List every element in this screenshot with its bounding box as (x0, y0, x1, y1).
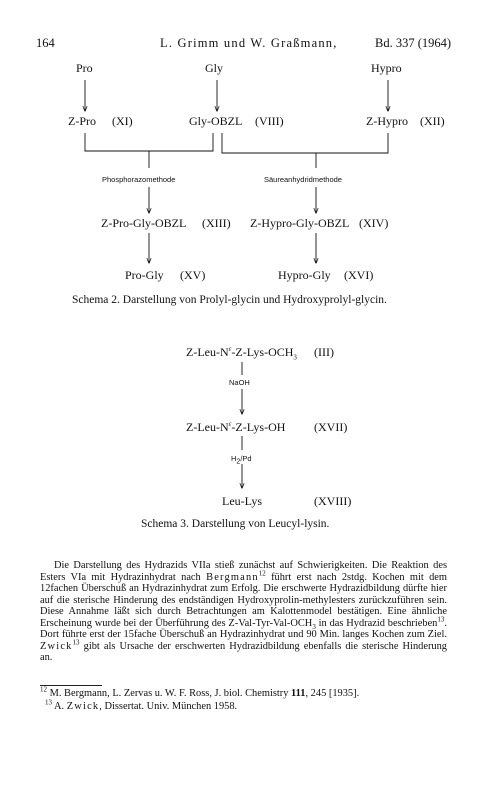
footnotes (40, 685, 447, 714)
footnote-ref-13b[interactable]: 13 (72, 638, 80, 647)
footnote-divider (40, 685, 102, 686)
volume-info: Bd. 337 (1964) (375, 36, 452, 50)
s3-compound-xvii: $Z-Leu-N^\varepsilon-Z-Lys-OH$ (186, 420, 286, 434)
s2-zhyprogly-num: (XIV) (359, 216, 389, 230)
s2-zprogly: Z-Pro-Gly-OBZL (101, 216, 187, 230)
body-paragraph: Die Darstellung des Hydrazids VIIa stieß zunächst auf Schwierigkeiten. Die Reaktion des Esters VIa mit Hydrazinhydrat nach Bergmann$^{12}$ führt erst nach 2stdg. Kochen mit dem 12fachen Überschuß an Hydrazinhydrat zum Erfolg. Die erschwerte Hydrazidbildung dürfte hier auf die sterische Hinderung des endständigen Hydroxyprolin-methylesters zurückzuführen sein. Diese Annahme läßt sich durch Betrachtungen am Kalottenmodel bestätigen. Eine ähnliche Erscheinung wurde bei der Überführung des $Z-Val-Tyr-Val-OCH_3$ in das Hydrazid beschrieben$^{13}$. Dort führte erst der 15fache Überschuß an Hydrazinhydrat und 90 Min. langes Kochen zum Ziel. Zwick$^{13}$ gibt als Ursache der erschwerten Hydrazidbildung ebenfalls die sterische Hinderung an. (40, 560, 447, 663)
s2-zpro: Z-Pro (68, 114, 96, 128)
s2-gly: Gly (205, 61, 223, 75)
s3-compound-iii-num: (III) (314, 345, 334, 359)
s3-compound-xviii: Leu-Lys (222, 494, 262, 508)
s2-zprogly-num: (XIII) (202, 216, 231, 230)
bracket-left (85, 133, 213, 151)
s3-compound-iii: $Z-Leu-N^\varepsilon-Z-Lys-OCH_3$ (186, 345, 297, 362)
s2-progly-num: (XV) (180, 268, 206, 282)
s2-hypro: Hypro (371, 61, 402, 75)
scheme2-caption: Schema 2. Darstellung von Prolyl-glycin und Hydroxyprolyl-glycin. (72, 294, 387, 306)
author-name-zwick: Zwick (40, 640, 73, 652)
running-authors: L. Grimm und W. Graßmann, (160, 36, 338, 50)
s2-method-right: Säureanhydridmethode (264, 175, 342, 184)
footnote-13: $^{13}$ A. Zwick, Dissertat. Univ. München 1958. (45, 698, 238, 712)
s2-hyprogly: Hypro-Gly (278, 268, 331, 282)
bracket-right (222, 133, 388, 153)
s2-zhypro: Z-Hypro (366, 114, 408, 128)
author-name-bergmann: Bergmann (206, 571, 259, 583)
s3-reagent-naoh: NaOH (229, 378, 250, 387)
scheme3-caption: Schema 3. Darstellung von Leucyl-lysin. (141, 518, 330, 530)
s2-method-left: Phosphorazomethode (102, 175, 176, 184)
s2-zhypro-num: (XII) (420, 114, 445, 128)
s3-reagent-h2pd: $H_2/Pd$ (231, 454, 252, 466)
s3-compound-xviii-num: (XVIII) (314, 494, 352, 508)
footnote-12: $^{12}$ M. Bergmann, L. Zervas u. W. F. Ross, J. biol. Chemistry 111, 245 [1935]. (40, 685, 360, 699)
footnote-ref-13[interactable]: 13 (437, 615, 445, 624)
s2-hyprogly-num: (XVI) (344, 268, 374, 282)
s2-glyobzl: Gly-OBZL (189, 114, 243, 128)
footnote-ref-12[interactable]: 12 (258, 569, 266, 578)
s2-pro: Pro (76, 61, 93, 75)
s2-zhyprogly: Z-Hypro-Gly-OBZL (250, 216, 350, 230)
s2-progly: Pro-Gly (125, 268, 164, 282)
s2-glyobzl-num: (VIII) (255, 114, 284, 128)
page-number: 164 (36, 36, 55, 50)
s3-compound-xvii-num: (XVII) (314, 420, 348, 434)
s2-zpro-num: (XI) (112, 114, 133, 128)
